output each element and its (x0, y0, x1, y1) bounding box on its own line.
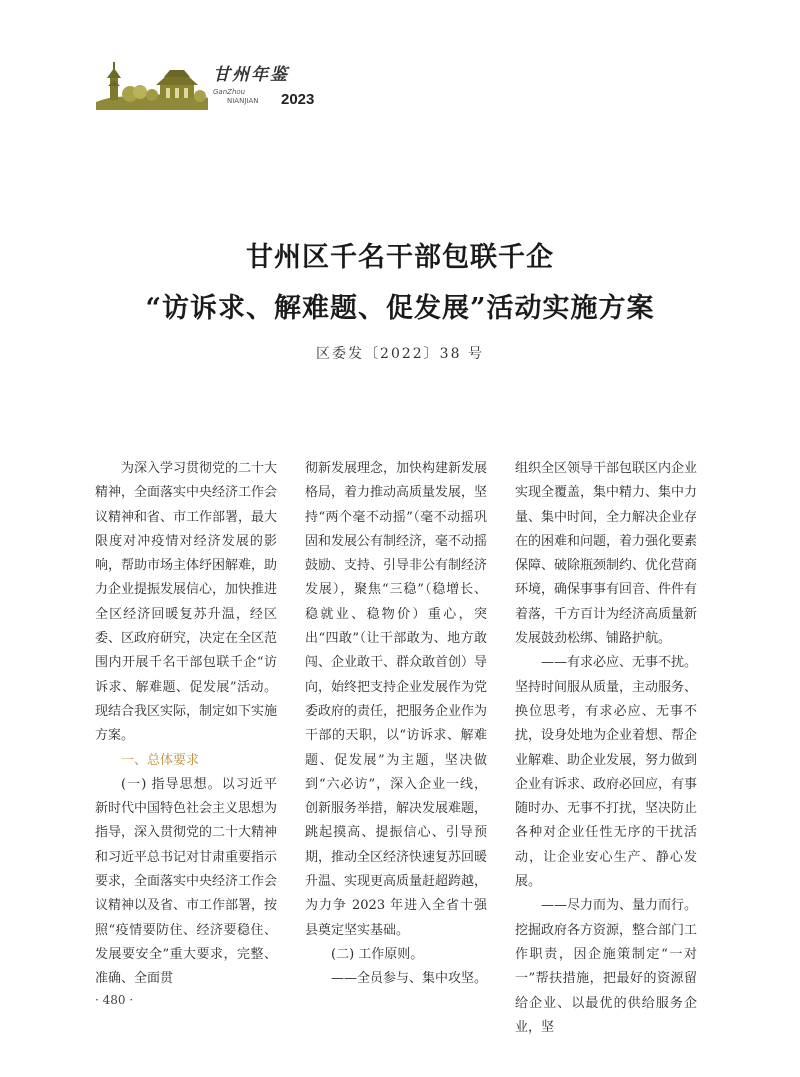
document-title (0, 232, 800, 334)
paragraph: (一) 指导思想。以习近平新时代中国特色社会主义思想为指导，深入贯彻党的二十大精神和习近平总书记对甘肃重要指示要求，全面落实中央经济工作会议精神以及省、市工作部署，按照“疫情要防住、经济要稳住、发展要安全”重大要求，完整、准确、全面贯 (95, 776, 278, 987)
paragraph: 坚持时间服从质量，主动服务、换位思考，有求必应、无事不扰，设身处地为企业着想、帮企业解难、助企业发展，努力做到企业有诉求、政府必回应，有事随时办、无事不打扰，坚决防止各种对企业任性无序的干扰活动，让企业安心生产、静心发展。 (515, 679, 698, 890)
document-number: 区委发〔2022〕38 号 (316, 346, 484, 362)
temple-landscape-icon (96, 58, 208, 110)
section-heading: 一、总体要求 (121, 752, 200, 768)
title-line-2: “访诉求、解难题、促发展”活动实施方案 (145, 293, 655, 324)
text-column-2 (305, 457, 487, 992)
paragraph: (二) 工作原则。 (331, 946, 424, 962)
brand-title-en-line2: NIANJIAN (227, 97, 259, 105)
brand-title-en-line1: GanZhou (213, 88, 246, 96)
yearbook-logo (96, 58, 326, 114)
paragraph: 为深入学习贯彻党的二十大精神，全面落实中央经济工作会议精神和省、市工作部署，最大限度对冲疫情对经济发展的影响，帮助市场主体纾困解难，助力企业提振发展信心，加快推进全区经济回暖复苏升温，经区委、区政府研究，决定在全区范围内开展千名干部包联千企“访诉求、解难题、促发展”活动。现结合我区实际，制定如下实施方案。 (95, 461, 278, 744)
paragraph: ——尽力而为、量力而行。 (541, 898, 698, 914)
title-line-1: 甘州区千名干部包联千企 (246, 242, 554, 273)
paragraph: ——有求必应、无事不扰。 (541, 655, 698, 671)
paragraph: 组织全区领导干部包联区内企业实现全覆盖，集中精力、集中力量、集中时间，全力解决企业存在的困难和问题，着力强化要素保障、破除瓶颈制约、优化营商环境，确保事事有回音、件件有着落，千方百计为经济高质量新发展鼓劲松绑、铺路护航。 (515, 461, 698, 647)
paragraph: 彻新发展理念，加快构建新发展格局，着力推动高质量发展，坚持“两个毫不动摇”（毫不动摇巩固和发展公有制经济，毫不动摇鼓励、支持、引导非公有制经济发展），聚焦“三稳”（稳增长、稳就业、稳物价）重心，突出“四敢”（让干部敢为、地方敢闯、企业敢干、群众敢首创）导向，始终把支持企业发展作为党委政府的责任，把服务企业作为干部的天职，以“访诉求、解难题、促发展”为主题，坚决做到“六必访”，深入企业一线，创新服务举措，解决发展难题，跳起摸高、提振信心、引导预期，推动全区经济快速复苏回暖升温、实现更高质量赶超跨越，为力争 2023 年进入全省十强县奠定坚实基础。 (305, 461, 488, 938)
page-number: · 480 · (95, 993, 134, 1007)
text-column-1 (95, 457, 277, 992)
brand-year: 2023 (281, 91, 315, 108)
text-column-3 (515, 457, 697, 1040)
paragraph: ——全员参与、集中攻坚。 (331, 971, 488, 987)
brand-title-cn: 甘州年鉴 (213, 65, 289, 85)
paragraph: 挖掘政府各方资源，整合部门工作职责，因企施策制定“一对一”帮扶措施，把最好的资源留给企业、以最优的供给服务企业，坚 (515, 922, 698, 1035)
